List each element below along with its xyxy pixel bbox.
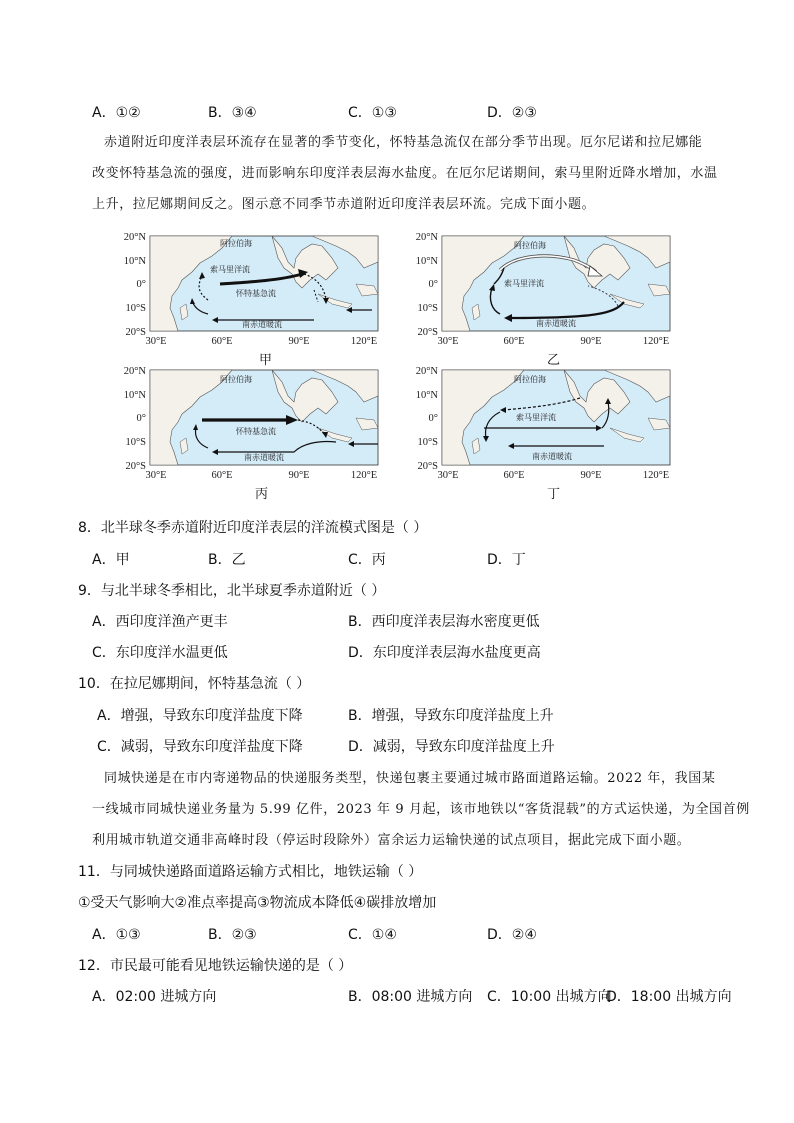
- q9-option-a: A．西印度洋渔产更丰: [92, 614, 228, 630]
- map-caption: 丁: [547, 487, 561, 502]
- lat-label: 10°S: [125, 437, 146, 448]
- q8-stem: 8．北半球冬季赤道附近印度洋表层的洋流模式图是（ ）: [78, 520, 428, 536]
- lon-label: 120°E: [642, 336, 670, 347]
- q10-option-b: B．增强，导致东印度洋盐度上升: [348, 708, 554, 724]
- lat-label: 0°: [428, 279, 438, 290]
- passage1-line: 上升，拉尼娜期间反之。图示意不同季节赤道附近印度洋表层环流。完成下面小题。: [92, 197, 596, 212]
- passage1-line: 改变怀特基急流的强度，进而影响东印度洋表层海水盐度。在厄尔尼诺期间，索马里附近降水增加，水温: [92, 166, 718, 181]
- q9-option-c: C．东印度洋水温更低: [92, 645, 228, 661]
- lat-label: 0°: [428, 413, 438, 424]
- q12-stem: 12．市民最可能看见地铁运输快递的是（ ）: [78, 958, 353, 974]
- q8-option-c: C．丙: [348, 552, 386, 568]
- lon-label: 60°E: [211, 470, 233, 481]
- lat-label: 20°S: [125, 461, 146, 472]
- passage2-line: 同城快递是在市内寄递物品的快递服务类型，快递包裹主要通过城市路面道路运输。2022 年，我国某: [104, 771, 716, 786]
- q12-option-a: A．02:00 进城方向: [92, 989, 217, 1005]
- lat-label: 0°: [136, 413, 146, 424]
- passage2-line: 一线城市同城快递业务量为 5.99 亿件，2023 年 9 月起，该市地铁以“客货混载”的方式运快递，为全国首例: [92, 802, 750, 817]
- q10-stem: 10．在拉尼娜期间，怀特基急流（ ）: [78, 676, 311, 692]
- label-south-equatorial: 南赤道暖流: [244, 453, 284, 462]
- label-somali-current: 索马里洋流: [516, 413, 556, 422]
- map-caption: 甲: [259, 353, 273, 368]
- q7-option-d: D．②③: [487, 105, 537, 121]
- map-yi: [404, 228, 684, 368]
- lat-label: 10°S: [125, 303, 146, 314]
- lat-label: 10°S: [417, 303, 438, 314]
- lon-label: 120°E: [642, 470, 670, 481]
- lat-label: 20°N: [415, 232, 438, 243]
- q8-option-d: D．丁: [487, 552, 526, 568]
- label-somali-current: 索马里洋流: [504, 279, 544, 288]
- label-arabian-sea: 阿拉伯海: [220, 375, 252, 384]
- passage1-line: 赤道附近印度洋表层环流存在显著的季节变化，怀特基急流仅在部分季节出现。厄尔尼诺和拉尼娜能: [104, 135, 703, 150]
- lon-label: 30°E: [437, 470, 459, 481]
- lat-label: 20°N: [415, 366, 438, 377]
- map-caption: 丙: [255, 487, 269, 502]
- map-caption: 乙: [547, 353, 561, 368]
- q11-option-a: A．①③: [92, 927, 141, 943]
- q12-option-d: D．18:00 出城方向: [606, 989, 732, 1005]
- lon-label: 90°E: [580, 336, 602, 347]
- lon-label: 120°E: [350, 470, 378, 481]
- lon-label: 90°E: [580, 470, 602, 481]
- lat-label: 10°N: [123, 390, 146, 401]
- q10-option-d: D．减弱，导致东印度洋盐度上升: [348, 739, 555, 755]
- lat-label: 20°S: [417, 327, 438, 338]
- lat-label: 20°N: [123, 366, 146, 377]
- label-south-equatorial: 南赤道暖流: [532, 452, 572, 461]
- q11-option-d: D．②④: [487, 927, 537, 943]
- label-arabian-sea: 阿拉伯海: [220, 239, 252, 248]
- label-somali-current: 索马里洋流: [210, 265, 250, 274]
- lon-label: 60°E: [503, 470, 525, 481]
- lon-label: 90°E: [288, 336, 310, 347]
- lat-label: 20°S: [417, 461, 438, 472]
- q8-option-a: A．甲: [92, 552, 130, 568]
- lon-label: 60°E: [211, 336, 233, 347]
- q7-option-c: C．①③: [348, 105, 397, 121]
- lon-label: 30°E: [437, 336, 459, 347]
- q12-option-b: B．08:00 进城方向: [348, 989, 473, 1005]
- passage2-line: 利用城市轨道交通非高峰时段（停运时段除外）富余运力运输快递的试点项目，据此完成下面小题。: [92, 833, 691, 848]
- q11-items: ①受天气影响大②准点率提高③物流成本降低④碳排放增加: [78, 895, 437, 911]
- label-wyrtki-jet: 怀特基急流: [236, 427, 276, 436]
- q11-stem: 11．与同城快递路面道路运输方式相比，地铁运输（ ）: [78, 864, 423, 880]
- map-ding: [404, 362, 684, 502]
- lat-label: 20°N: [123, 232, 146, 243]
- lon-label: 120°E: [350, 336, 378, 347]
- q9-option-d: D．东印度洋表层海水盐度更高: [348, 645, 541, 661]
- q9-option-b: B．西印度洋表层海水密度更低: [348, 614, 540, 630]
- q12-option-c: C．10:00 出城方向: [487, 989, 612, 1005]
- label-wyrtki-jet: 怀特基急流: [236, 289, 276, 298]
- map-jia: [112, 228, 392, 368]
- label-south-equatorial: 南赤道暖流: [242, 320, 282, 329]
- q7-option-b: B．③④: [208, 105, 257, 121]
- map-bing-figure: [112, 362, 392, 482]
- lat-label: 0°: [136, 279, 146, 290]
- lon-label: 30°E: [145, 336, 167, 347]
- label-south-equatorial: 南赤道暖流: [536, 319, 576, 328]
- lon-label: 90°E: [288, 470, 310, 481]
- passage-express-delivery: [92, 763, 750, 856]
- map-yi-figure: [404, 228, 684, 348]
- lon-label: 60°E: [503, 336, 525, 347]
- q10-option-a: A．增强，导致东印度洋盐度下降: [97, 708, 303, 724]
- lat-label: 10°N: [415, 256, 438, 267]
- q9-stem: 9．与北半球冬季相比，北半球夏季赤道附近（ ）: [78, 583, 386, 599]
- lat-label: 20°S: [125, 327, 146, 338]
- q11-option-b: B．②③: [208, 927, 257, 943]
- q10-option-c: C．减弱，导致东印度洋盐度下降: [97, 739, 303, 755]
- lat-label: 10°S: [417, 437, 438, 448]
- lat-label: 10°N: [123, 256, 146, 267]
- map-ding-figure: [404, 362, 684, 482]
- label-arabian-sea: 阿拉伯海: [514, 375, 546, 384]
- label-arabian-sea: 阿拉伯海: [514, 241, 546, 250]
- q7-option-a: A．①②: [92, 105, 141, 121]
- q8-option-b: B．乙: [208, 552, 246, 568]
- passage-ocean-currents: [92, 127, 744, 220]
- lat-label: 10°N: [415, 390, 438, 401]
- q11-option-c: C．①④: [348, 927, 397, 943]
- map-jia-figure: [112, 228, 392, 348]
- lon-label: 30°E: [145, 470, 167, 481]
- map-bing: [112, 362, 392, 502]
